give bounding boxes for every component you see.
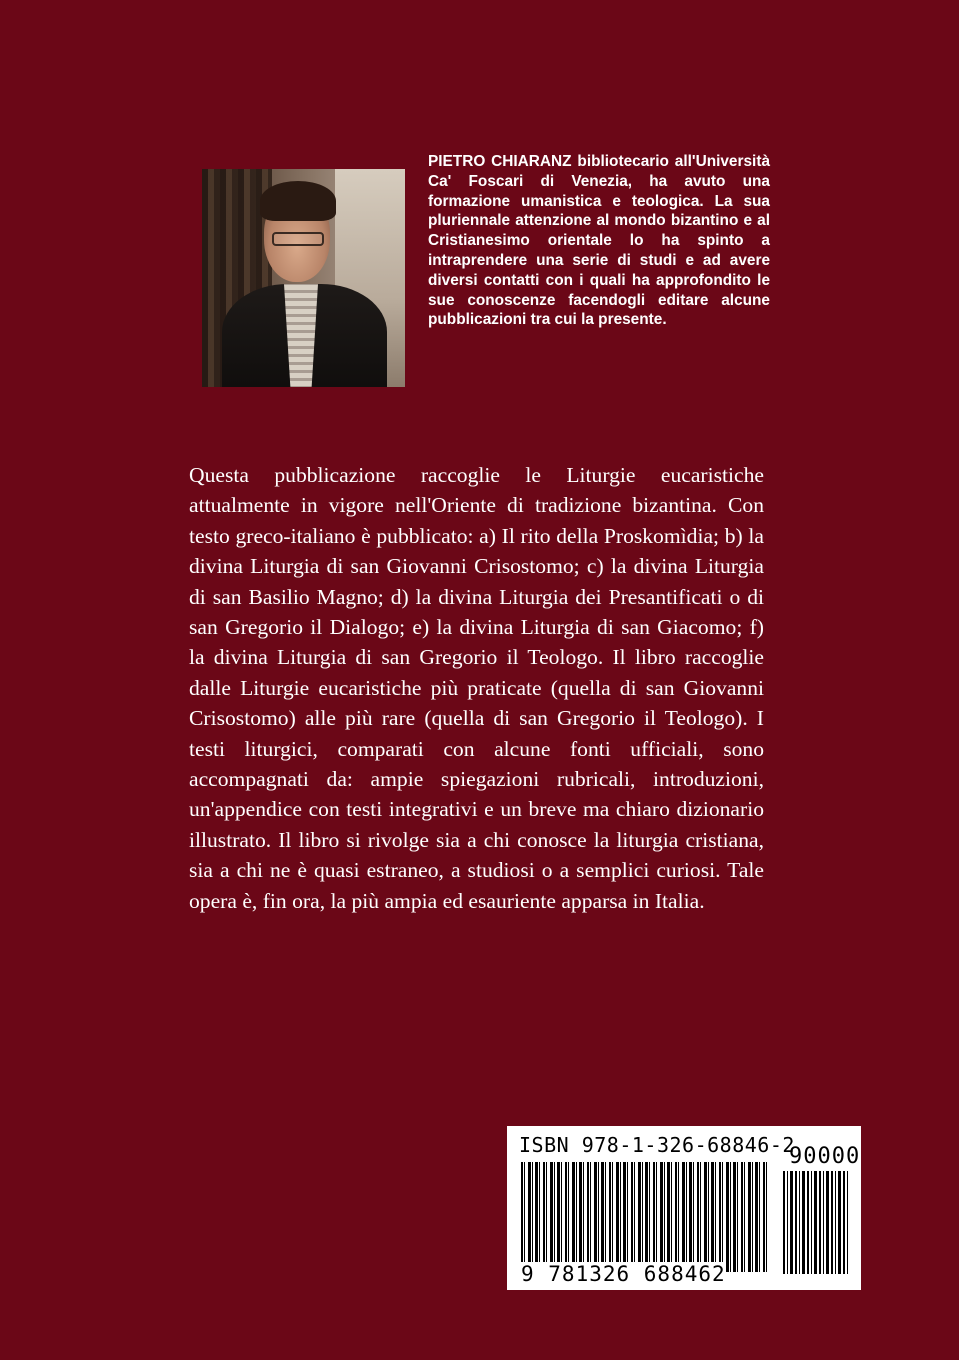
book-description: Questa pubblicazione raccoglie le Liturgie eucaristiche attualmente in vigore nell'Oriente di tradizione bizantina. Con testo greco-italiano è pubblicato: a) Il rito della Proskomìdia; b) la divina Liturgia di san Giovanni Crisostomo; c) la divina Liturgia di san Basilio Magno; d) la divina Liturgia dei Presantificati o di san Gregorio il Dialogo; e) la divina Liturgia di san Giacomo; f) la divina Liturgia di san Gregorio il Teologo. Il libro raccoglie dalle Liturgie eucaristiche più praticate (quella di san Giovanni Crisostomo) alle più rare (quella di san Gregorio il Teologo). I testi liturgici, comparati con alcune fonti ufficiali, sono accompagnati da: ampie spiegazioni rubricali, introduzioni, un'appendice con testi integrativi e un breve ma chiaro dizionario illustrato. Il libro si rivolge sia a chi conosce la liturgia cristiana, sia a chi ne è quasi estraneo, a studiosi o a semplici curiosi. Tale opera è, fin ora, la più ampia ed esauriente apparsa in Italia.	[189, 463, 764, 913]
barcode-bars	[521, 1162, 769, 1272]
author-bio-text: bibliotecario all'Università Ca' Foscari di Venezia, ha avuto una formazione umanistica e teologica. La sua pluriennale attenzione al mondo bizantino e al Cristianesimo orientale lo ha spinto a intraprendere una serie di studi e ad avere diversi contatti con i quali ha approfondito le sue conoscenze facendogli editare alcune pubblicazioni tra cui la presente.	[428, 153, 771, 329]
barcode-digits: 9 781326 688462	[521, 1262, 726, 1286]
isbn-barcode	[507, 1126, 861, 1290]
isbn-label: ISBN 978-1-326-68846-2	[519, 1133, 795, 1157]
photo-hair	[260, 181, 336, 221]
author-bio	[428, 152, 770, 330]
author-photo	[202, 169, 405, 387]
photo-glasses	[272, 232, 324, 246]
author-name: PIETRO CHIARANZ	[428, 153, 572, 170]
price-code: 90000	[789, 1144, 861, 1169]
price-barcode-bars	[783, 1171, 849, 1274]
